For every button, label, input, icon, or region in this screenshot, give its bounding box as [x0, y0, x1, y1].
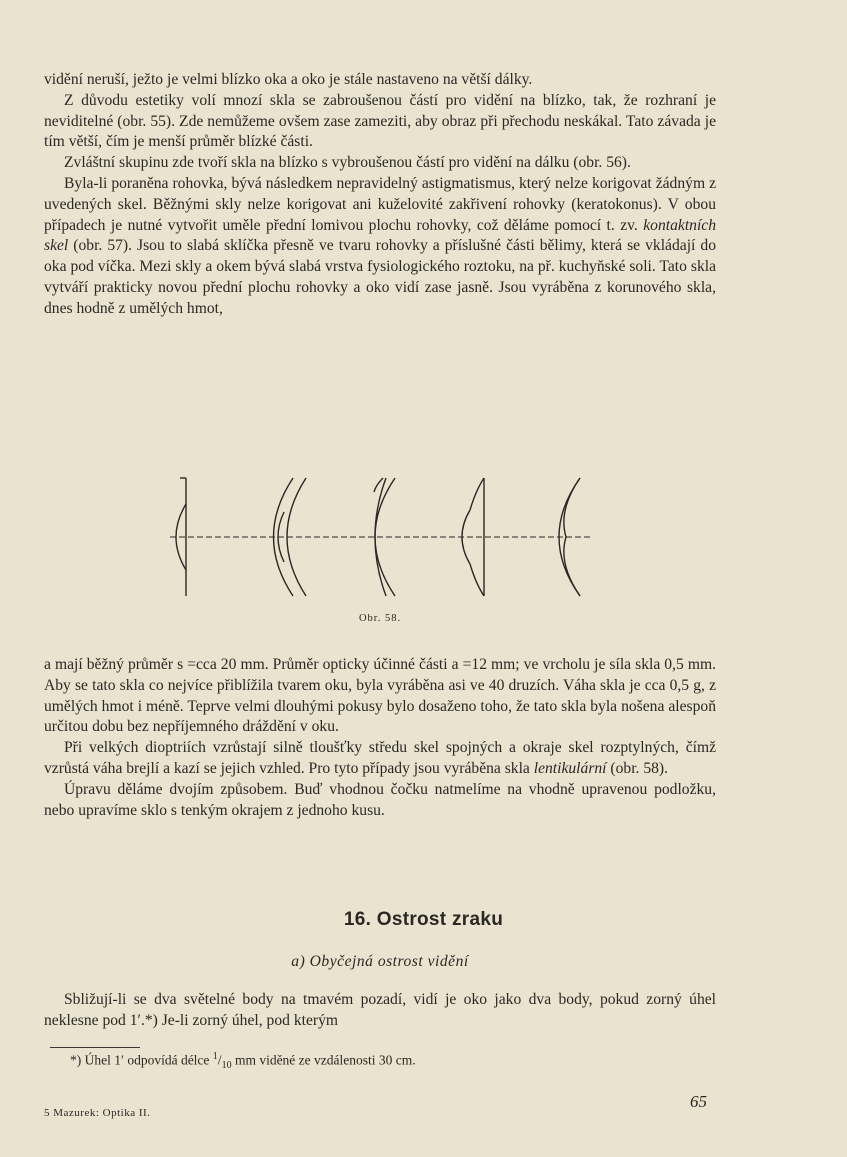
figure-lenticular-lenses [150, 470, 600, 610]
text-block-top [44, 70, 716, 320]
section-subheading: a) Obyčejná ostrost vidění [291, 953, 469, 970]
emphasis-term: lentikulární [533, 759, 607, 777]
emphasis-term: kontaktních skel [44, 216, 716, 255]
paragraph: Z důvodu estetiky volí mnozí skla se zabroušenou částí pro vidění na blízko, tak, že rozhraní je neviditelné (obr. 55). Zde nemůžeme ovšem zase zameziti, aby obraz při přechodu neskákal. Tato závada je tím větší, čím je menší průměr blízké části. [44, 91, 716, 151]
fraction-denominator: 10 [221, 1060, 232, 1072]
paragraph-text: Byla-li poraněna rohovka, bývá následkem nepravidelný astigmatismus, který nelze korigovat žádným z uvedených skel. Běžnými skly nelze korigovat ani kuželovité zakřivení rohovky (keratokonus). V obou případech je nutné vytvořit uměle přední lomivou plochu rohovky, což děláme pomocí t. zv. [44, 174, 716, 234]
paragraph: Úpravu děláme dvojím způsobem. Buď vhodnou čočku natmelíme na vhodně upravenou podložku, nebo upravíme sklo s tenkým okrajem z jednoho kusu. [44, 780, 716, 819]
fraction-numerator: 1 [212, 1051, 218, 1062]
paragraph [44, 174, 716, 320]
footnote-marker: *) [70, 1052, 85, 1068]
paragraph: a mají běžný průměr s =cca 20 mm. Průměr opticky účinné části a =12 mm; ve vrcholu je síla skla 0,5 mm. Aby se tato skla co nejvíce přiblížila tvarem oku, byla vyráběna asi ve 40 druzích. Váha skla je cca 0,5 g, z umělých hmot i méně. Teprve velmi dlouhými pokusy bylo dosaženo toho, že tato skla byla nošena alespoň určitou dobu bez nepříjemného dráždění v oku. [44, 656, 716, 736]
text-block-middle [44, 655, 716, 821]
paragraph-text: (obr. 58). [606, 759, 669, 777]
paragraph: vidění neruší, ježto je velmi blízko oka a oko je stále nastaveno na větší dálky. [44, 71, 533, 88]
paragraph [44, 738, 716, 780]
page-number: 65 [690, 1092, 707, 1111]
footnote-text: mm viděné ze vzdálenosti 30 cm. [231, 1052, 416, 1068]
paragraph: Zvláštní skupinu zde tvoří skla na blízko s vybroušenou částí pro vidění na dálku (obr. 56). [64, 154, 631, 172]
text-block-bottom [44, 990, 716, 1032]
paragraph: Sbližují-li se dva světelné body na tmavém pozadí, vidí je oko jako dva body, pokud zorný úhel neklesne pod 1′.*) Je-li zorný úhel, pod kterým [44, 991, 716, 1029]
footer-signature: 5 Mazurek: Optika II. [44, 1107, 151, 1119]
section-heading: 16. Ostrost zraku [343, 909, 504, 930]
paragraph-text: Při velkých dioptriích vzrůstají silně tloušťky středu skel spojných a okraje skel rozptylných, čímž vzrůstá váha brejlí a kazí se jejich vzhled. Pro tyto případy jsou vyráběna skla [44, 739, 716, 777]
figure-caption: Obr. 58. [358, 613, 402, 624]
footnote: *) Úhel 1′ odpovídá délce $^1/_{10}$ mm viděné ze vzdálenosti 30 cm. [70, 1051, 416, 1072]
paragraph-text: (obr. 57). Jsou to slabá sklíčka přesně ve tvaru rohovky a příslušné části bělimy, která se vkládají do oka pod víčka. Mezi skly a okem bývá slabá vrstva fysiologického roztoku, na př. kuchyňské soli. Tato skla vytváří prakticky novou přední plochu rohovky a oko vidí zase jasně. Jsou vyráběna z korunového skla, dnes hodně z umělých hmot, [44, 237, 716, 317]
footnote-text: Úhel 1′ odpovídá délce [84, 1052, 213, 1068]
footnote-divider [50, 1047, 140, 1048]
